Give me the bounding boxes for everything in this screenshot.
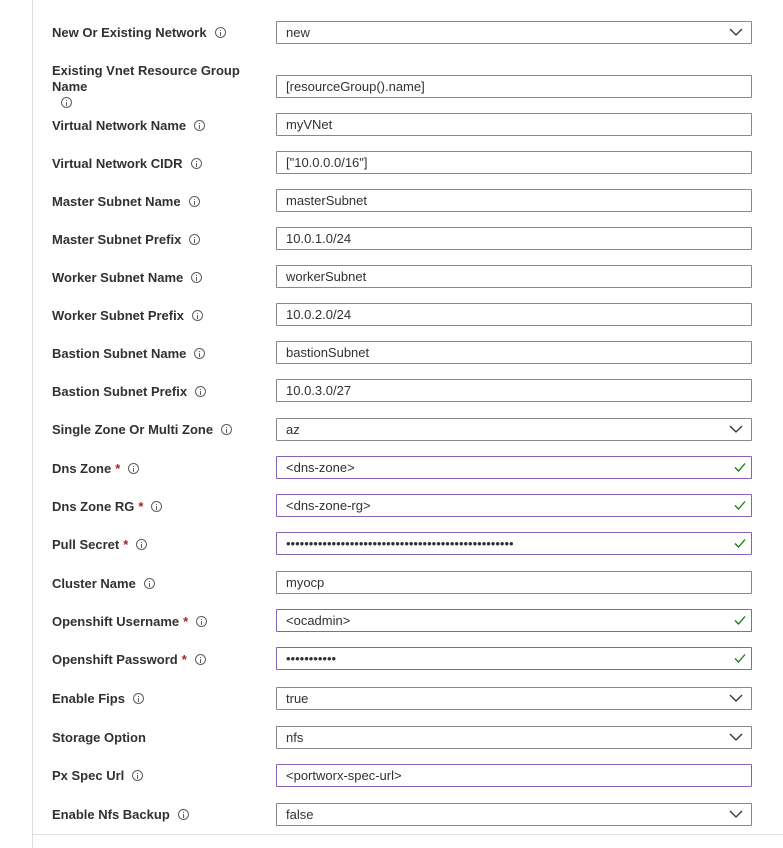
worker-subnet-prefix-input[interactable] (276, 303, 752, 326)
chevron-down-icon[interactable] (729, 425, 743, 434)
dns-zone-input[interactable] (276, 456, 752, 479)
chevron-down-icon[interactable] (729, 694, 743, 703)
label-existing-vnet-resource-group-name (52, 63, 270, 111)
existing-vnet-resource-group-name-input[interactable] (276, 75, 752, 98)
field-label-text: Existing Vnet Resource Group Name (52, 63, 240, 94)
checkmark-icon (734, 537, 746, 549)
label-enable-fips (52, 691, 270, 707)
field-value: [resourceGroup().name] (286, 79, 425, 94)
info-icon[interactable] (144, 578, 155, 589)
label-openshift-username (52, 614, 270, 630)
label-storage-option (52, 730, 270, 746)
field-value: az (286, 422, 300, 437)
field-label-text: Enable Nfs Backup (52, 807, 170, 822)
field-value: <portworx-spec-url> (286, 768, 402, 783)
info-icon[interactable] (196, 616, 207, 627)
panel-left-border (32, 0, 33, 848)
label-bastion-subnet-prefix (52, 384, 270, 400)
label-pull-secret (52, 537, 270, 553)
field-label-text: Openshift Username (52, 614, 180, 629)
enable-nfs-backup-dropdown[interactable] (276, 803, 752, 826)
label-openshift-password (52, 652, 270, 668)
info-icon[interactable] (192, 310, 203, 321)
cluster-name-input[interactable] (276, 571, 752, 594)
info-icon[interactable] (151, 501, 162, 512)
field-label-text: Virtual Network Name (52, 118, 187, 133)
field-value: false (286, 807, 314, 822)
label-worker-subnet-prefix (52, 308, 270, 324)
field-label-text: Openshift Password (52, 652, 178, 667)
field-label-text: Cluster Name (52, 576, 136, 591)
field-value: <dns-zone-rg> (286, 498, 371, 513)
field-value: 10.0.2.0/24 (286, 307, 352, 322)
field-value: ["10.0.0.0/16"] (286, 155, 368, 170)
info-icon[interactable] (195, 386, 206, 397)
info-icon[interactable] (178, 809, 189, 820)
virtual-network-name-input[interactable] (276, 113, 752, 136)
required-asterisk: * (138, 499, 144, 514)
field-value: masterSubnet (286, 193, 367, 208)
single-zone-or-multi-zone-dropdown[interactable] (276, 418, 752, 441)
field-value: new (286, 25, 310, 40)
field-label-text: Bastion Subnet Name (52, 346, 187, 361)
label-master-subnet-name (52, 194, 270, 210)
required-asterisk: * (115, 461, 121, 476)
field-label-text: New Or Existing Network (52, 25, 207, 40)
field-value: bastionSubnet (286, 345, 370, 360)
label-virtual-network-name (52, 118, 270, 134)
label-dns-zone (52, 461, 270, 477)
label-px-spec-url (52, 768, 270, 784)
bastion-subnet-name-input[interactable] (276, 341, 752, 364)
field-value: myVNet (286, 117, 333, 132)
info-icon[interactable] (191, 158, 202, 169)
openshift-username-input[interactable] (276, 609, 752, 632)
storage-option-dropdown[interactable] (276, 726, 752, 749)
dns-zone-rg-input[interactable] (276, 494, 752, 517)
field-label-text: Single Zone Or Multi Zone (52, 422, 214, 437)
field-label-text: Worker Subnet Name (52, 270, 184, 285)
info-icon[interactable] (189, 234, 200, 245)
field-value: 10.0.3.0/27 (286, 383, 352, 398)
chevron-down-icon[interactable] (729, 810, 743, 819)
info-icon[interactable] (133, 693, 144, 704)
field-label-text: Bastion Subnet Prefix (52, 384, 188, 399)
field-label-text: Pull Secret (52, 537, 120, 552)
px-spec-url-input[interactable] (276, 764, 752, 787)
master-subnet-prefix-input[interactable] (276, 227, 752, 250)
label-master-subnet-prefix (52, 232, 270, 248)
required-asterisk: * (123, 537, 129, 552)
new-or-existing-network-dropdown[interactable] (276, 21, 752, 44)
label-dns-zone-rg (52, 499, 270, 515)
field-label-text: Dns Zone RG (52, 499, 135, 514)
field-value: ••••••••••• (286, 651, 337, 666)
panel-bottom-border (32, 834, 783, 835)
field-label-text: Virtual Network CIDR (52, 156, 183, 171)
label-virtual-network-cidr (52, 156, 270, 172)
chevron-down-icon[interactable] (729, 733, 743, 742)
label-new-or-existing-network (52, 25, 270, 41)
field-value: myocp (286, 575, 325, 590)
required-asterisk: * (183, 614, 189, 629)
info-icon[interactable] (136, 539, 147, 550)
bastion-subnet-prefix-input[interactable] (276, 379, 752, 402)
checkmark-icon (734, 614, 746, 626)
field-label-text: Dns Zone (52, 461, 112, 476)
field-value: <dns-zone> (286, 460, 355, 475)
enable-fips-dropdown[interactable] (276, 687, 752, 710)
info-icon[interactable] (61, 97, 72, 108)
master-subnet-name-input[interactable] (276, 189, 752, 212)
virtual-network-cidr-input[interactable] (276, 151, 752, 174)
field-label-text: Master Subnet Name (52, 194, 181, 209)
worker-subnet-name-input[interactable] (276, 265, 752, 288)
field-label-text: Worker Subnet Prefix (52, 308, 184, 323)
field-value: nfs (286, 730, 304, 745)
label-worker-subnet-name (52, 270, 270, 286)
info-icon[interactable] (194, 120, 205, 131)
field-label-text: Px Spec Url (52, 768, 125, 783)
label-single-zone-or-multi-zone (52, 422, 270, 438)
openshift-password-input[interactable] (276, 647, 752, 670)
info-icon[interactable] (221, 424, 232, 435)
field-label-text: Enable Fips (52, 691, 125, 706)
info-icon[interactable] (215, 27, 226, 38)
info-icon[interactable] (191, 272, 202, 283)
info-icon[interactable] (132, 770, 143, 781)
label-cluster-name (52, 576, 270, 592)
info-icon[interactable] (194, 348, 205, 359)
info-icon[interactable] (189, 196, 200, 207)
field-value: <ocadmin> (286, 613, 351, 628)
checkmark-icon (734, 499, 746, 511)
checkmark-icon (734, 652, 746, 664)
info-icon[interactable] (195, 654, 206, 665)
info-icon[interactable] (128, 463, 139, 474)
required-asterisk: * (181, 652, 187, 667)
chevron-down-icon[interactable] (729, 28, 743, 37)
field-label-text: Storage Option (52, 730, 146, 745)
field-value: true (286, 691, 309, 706)
field-value: workerSubnet (286, 269, 367, 284)
label-enable-nfs-backup (52, 807, 270, 823)
field-value: 10.0.1.0/24 (286, 231, 352, 246)
field-value: •••••••••••••••••••••••••••••••••••••••••••••••••• (286, 536, 514, 551)
pull-secret-input[interactable] (276, 532, 752, 555)
field-label-text: Master Subnet Prefix (52, 232, 182, 247)
checkmark-icon (734, 461, 746, 473)
label-bastion-subnet-name (52, 346, 270, 362)
